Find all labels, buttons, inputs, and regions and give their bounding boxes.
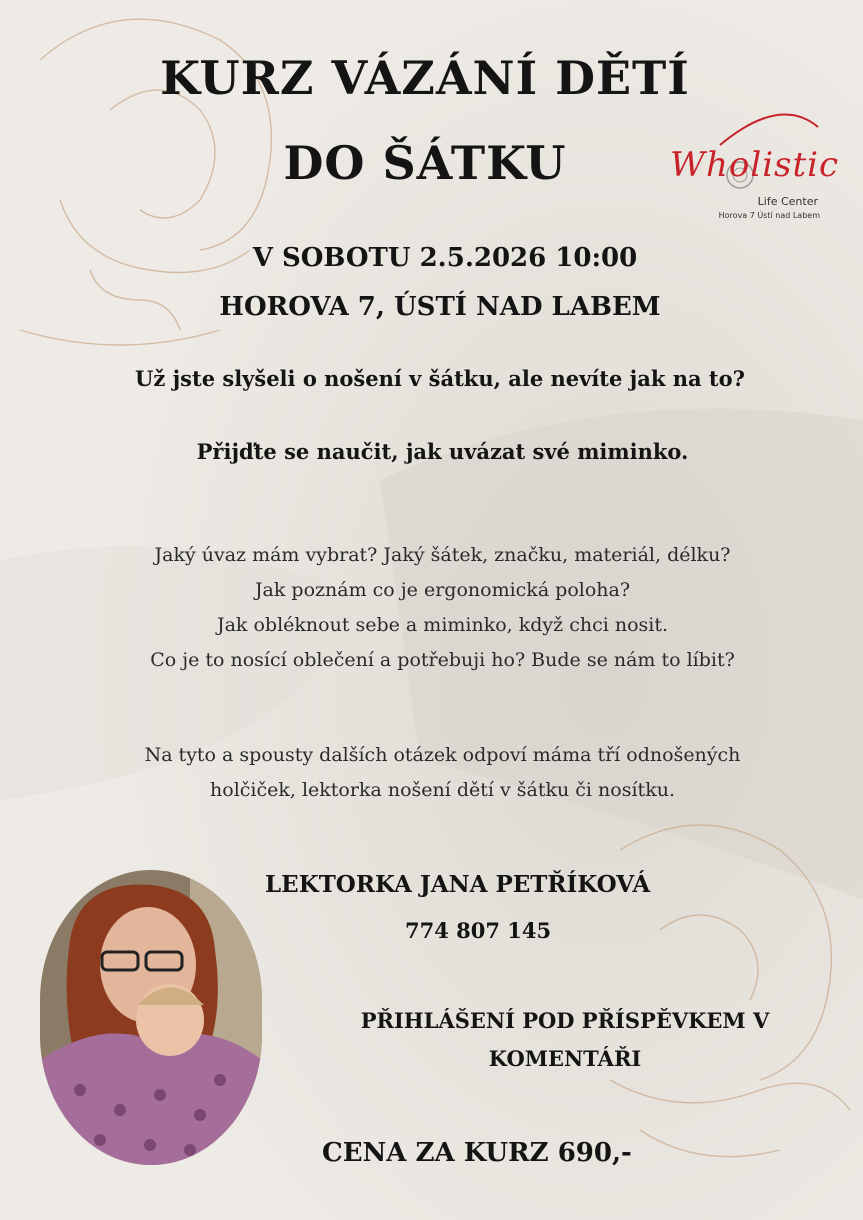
title-line-1: KURZ VÁZÁNÍ DĚTÍ [160,51,690,105]
answer-line: Na tyto a spousty dalších otázek odpoví máma tří odnošených [144,744,741,766]
answer-block [0,738,863,808]
body-line: Jaký úvaz mám vybrat? Jaký šátek, značku, materiál, délku? [154,544,731,566]
date-time: V SOBOTU 2.5.2026 10:00 [252,243,638,273]
questions-block [0,538,863,678]
question-1: Už jste slyšeli o nošení v šátku, ale nevíte jak na to? [135,366,745,391]
lecturer-photo [40,870,262,1165]
body-line: Jak poznám co je ergonomická poloha? [254,579,631,601]
logo-address: Horova 7 Ústí nad Labem [718,211,820,220]
address: HOROVA 7, ÚSTÍ NAD LABEM [219,292,661,322]
logo-subtitle: Life Center [757,195,818,208]
body-line: Jak obléknout sebe a miminko, když chci nosit. [216,614,669,636]
answer-line: holčiček, lektorka nošení dětí v šátku či nosítku. [210,779,675,801]
course-price: CENA ZA KURZ 690,- [322,1138,632,1168]
signup-line-2: KOMENTÁŘI [488,1046,642,1071]
question-2: Přijďte se naučit, jak uvázat své miminko. [196,439,689,464]
body-line: Co je to nosící oblečení a potřebuji ho? Bude se nám to líbit? [150,649,735,671]
title-line-2: DO ŠÁTKU [283,136,567,190]
wholistic-logo [660,105,840,220]
logo-wordmark: Wholistic [670,145,840,185]
lecturer-name: LEKTORKA JANA PETŘÍKOVÁ [265,871,651,898]
signup-line-1: PŘIHLÁŠENÍ POD PŘÍSPĚVKEM V [360,1008,770,1033]
phone-number: 774 807 145 [405,918,552,943]
